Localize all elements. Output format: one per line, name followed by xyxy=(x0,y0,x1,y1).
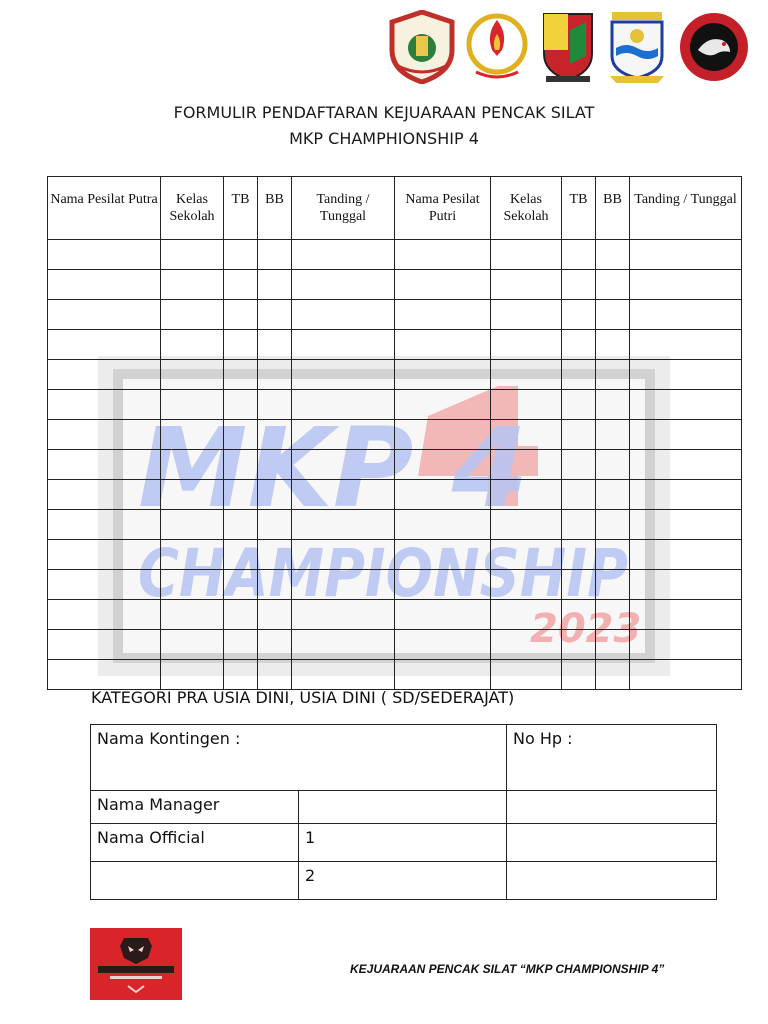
official-row-2 xyxy=(91,862,717,900)
official-2-field[interactable] xyxy=(299,862,507,900)
entry-cell[interactable] xyxy=(630,450,742,480)
entry-cell[interactable] xyxy=(292,660,395,690)
form-title xyxy=(0,100,768,152)
entry-cell[interactable] xyxy=(224,240,258,270)
entry-cell[interactable] xyxy=(161,540,224,570)
ipsi-logo-icon xyxy=(388,10,456,84)
entry-cell[interactable] xyxy=(224,540,258,570)
entry-cell[interactable] xyxy=(630,660,742,690)
entry-cell[interactable] xyxy=(596,570,630,600)
entry-cell[interactable] xyxy=(292,240,395,270)
entry-cell[interactable] xyxy=(491,270,562,300)
entry-cell[interactable] xyxy=(224,270,258,300)
entry-cell[interactable] xyxy=(161,480,224,510)
entry-cell[interactable] xyxy=(292,540,395,570)
entry-cell[interactable] xyxy=(48,600,161,630)
entry-cell[interactable] xyxy=(630,390,742,420)
entry-cell[interactable] xyxy=(292,300,395,330)
entry-cell[interactable] xyxy=(224,570,258,600)
entry-cell[interactable] xyxy=(161,270,224,300)
table-row xyxy=(48,270,742,300)
entry-cell[interactable] xyxy=(224,660,258,690)
col-tanding-putri: Tanding / Tunggal xyxy=(630,177,742,240)
hp-label: No Hp : xyxy=(513,729,573,748)
entry-cell[interactable] xyxy=(596,300,630,330)
table-row xyxy=(48,660,742,690)
entry-cell[interactable] xyxy=(491,630,562,660)
entry-cell[interactable] xyxy=(596,360,630,390)
entry-cell[interactable] xyxy=(258,630,292,660)
table-row xyxy=(48,480,742,510)
table-row xyxy=(48,330,742,360)
entry-cell[interactable] xyxy=(258,660,292,690)
entry-cell[interactable] xyxy=(596,270,630,300)
watermark-year: 2023 xyxy=(530,606,642,652)
entry-header-row xyxy=(48,177,742,240)
entry-cell[interactable] xyxy=(491,450,562,480)
entry-cell[interactable] xyxy=(630,240,742,270)
entry-cell[interactable] xyxy=(224,420,258,450)
entry-cell[interactable] xyxy=(48,390,161,420)
table-row xyxy=(48,600,742,630)
entry-cell[interactable] xyxy=(395,420,491,450)
hp-field[interactable] xyxy=(507,725,717,791)
col-bb-putri: BB xyxy=(596,177,630,240)
official-1-extra-field[interactable] xyxy=(507,824,717,862)
entry-cell[interactable] xyxy=(596,330,630,360)
entry-cell[interactable] xyxy=(395,630,491,660)
entry-cell[interactable] xyxy=(48,270,161,300)
col-tb-putra: TB xyxy=(224,177,258,240)
title-line1: FORMULIR PENDAFTARAN KEJUARAAN PENCAK SILAT xyxy=(173,103,595,122)
entry-cell[interactable] xyxy=(292,630,395,660)
entry-cell[interactable] xyxy=(161,240,224,270)
entry-cell[interactable] xyxy=(630,420,742,450)
entry-cell[interactable] xyxy=(491,330,562,360)
entry-cell[interactable] xyxy=(395,540,491,570)
footer-text: KEJUARAAN PENCAK SILAT “MKP CHAMPIONSHIP 4” xyxy=(350,962,665,976)
contingent-info-table xyxy=(90,724,717,900)
entry-cell[interactable] xyxy=(292,510,395,540)
entry-cell[interactable] xyxy=(395,360,491,390)
official-2-extra-field[interactable] xyxy=(507,862,717,900)
entry-cell[interactable] xyxy=(491,600,562,630)
watermark-line2: CHAMPIONSHIP xyxy=(138,535,628,612)
entry-cell[interactable] xyxy=(596,600,630,630)
entry-cell[interactable] xyxy=(395,240,491,270)
entry-cell[interactable] xyxy=(48,630,161,660)
official-empty-cell xyxy=(91,862,299,900)
entry-cell[interactable] xyxy=(258,540,292,570)
entry-cell[interactable] xyxy=(596,420,630,450)
entry-cell[interactable] xyxy=(562,270,596,300)
entry-cell[interactable] xyxy=(562,630,596,660)
entry-cell[interactable] xyxy=(491,390,562,420)
entry-cell[interactable] xyxy=(395,300,491,330)
manager-extra-field[interactable] xyxy=(507,791,717,824)
official-2-number: 2 xyxy=(305,866,316,885)
entry-cell[interactable] xyxy=(258,240,292,270)
entry-cell[interactable] xyxy=(630,630,742,660)
entry-cell[interactable] xyxy=(491,480,562,510)
entry-cell[interactable] xyxy=(48,240,161,270)
perguruan-logo-icon xyxy=(678,10,750,84)
entry-cell[interactable] xyxy=(562,420,596,450)
table-row xyxy=(48,570,742,600)
entry-cell[interactable] xyxy=(630,360,742,390)
entry-cell[interactable] xyxy=(161,360,224,390)
entry-cell[interactable] xyxy=(292,600,395,630)
entry-cell[interactable] xyxy=(630,570,742,600)
entry-cell[interactable] xyxy=(258,570,292,600)
entry-cell[interactable] xyxy=(224,330,258,360)
table-row xyxy=(48,360,742,390)
city-logo-icon xyxy=(604,10,670,84)
entry-cell[interactable] xyxy=(596,660,630,690)
official-1-field[interactable] xyxy=(299,824,507,862)
entry-cell[interactable] xyxy=(491,570,562,600)
col-bb-putra: BB xyxy=(258,177,292,240)
entry-cell[interactable] xyxy=(258,600,292,630)
entry-cell[interactable] xyxy=(292,450,395,480)
manager-row xyxy=(91,791,717,824)
entry-cell[interactable] xyxy=(292,570,395,600)
entry-cell[interactable] xyxy=(596,540,630,570)
entry-cell[interactable] xyxy=(224,510,258,540)
entry-cell[interactable] xyxy=(161,660,224,690)
col-kelas-putra: Kelas Sekolah xyxy=(161,177,224,240)
col-tb-putri: TB xyxy=(562,177,596,240)
table-row xyxy=(48,390,742,420)
entry-cell[interactable] xyxy=(258,510,292,540)
entry-body xyxy=(48,240,742,690)
entry-cell[interactable] xyxy=(491,300,562,330)
entry-cell[interactable] xyxy=(395,570,491,600)
entry-cell[interactable] xyxy=(161,570,224,600)
entry-cell[interactable] xyxy=(48,570,161,600)
col-nama-putra: Nama Pesilat Putra xyxy=(48,177,161,240)
entry-cell[interactable] xyxy=(224,450,258,480)
entry-cell[interactable] xyxy=(224,600,258,630)
entry-cell[interactable] xyxy=(292,270,395,300)
entry-cell[interactable] xyxy=(258,300,292,330)
entry-cell[interactable] xyxy=(224,360,258,390)
table-row xyxy=(48,420,742,450)
table-row xyxy=(48,540,742,570)
entry-cell[interactable] xyxy=(562,480,596,510)
manager-value-field[interactable] xyxy=(299,791,507,824)
entry-cell[interactable] xyxy=(395,660,491,690)
entry-cell[interactable] xyxy=(48,420,161,450)
entry-cell[interactable] xyxy=(562,510,596,540)
entry-cell[interactable] xyxy=(491,510,562,540)
entry-cell[interactable] xyxy=(562,390,596,420)
entry-cell[interactable] xyxy=(224,300,258,330)
kontingen-field[interactable] xyxy=(91,725,507,791)
entry-cell[interactable] xyxy=(48,660,161,690)
col-tanding-putra: Tanding / Tunggal xyxy=(292,177,395,240)
entry-cell[interactable] xyxy=(224,390,258,420)
entry-cell[interactable] xyxy=(258,360,292,390)
entry-cell[interactable] xyxy=(395,450,491,480)
entry-cell[interactable] xyxy=(491,240,562,270)
entry-cell[interactable] xyxy=(48,450,161,480)
table-row xyxy=(48,630,742,660)
official-row-1 xyxy=(91,824,717,862)
entry-table xyxy=(47,176,742,690)
entry-cell[interactable] xyxy=(224,630,258,660)
entry-cell[interactable] xyxy=(395,390,491,420)
table-row xyxy=(48,510,742,540)
entry-cell[interactable] xyxy=(395,510,491,540)
entry-cell[interactable] xyxy=(48,300,161,330)
entry-cell[interactable] xyxy=(48,360,161,390)
entry-cell[interactable] xyxy=(630,480,742,510)
entry-cell[interactable] xyxy=(161,450,224,480)
entry-cell[interactable] xyxy=(395,330,491,360)
entry-cell[interactable] xyxy=(258,330,292,360)
entry-cell[interactable] xyxy=(161,300,224,330)
entry-cell[interactable] xyxy=(562,450,596,480)
entry-cell[interactable] xyxy=(161,420,224,450)
entry-cell[interactable] xyxy=(161,630,224,660)
kontingen-row xyxy=(91,725,717,791)
table-row xyxy=(48,450,742,480)
manager-label: Nama Manager xyxy=(91,791,299,824)
entry-cell[interactable] xyxy=(161,330,224,360)
entry-cell[interactable] xyxy=(630,540,742,570)
entry-cell[interactable] xyxy=(630,270,742,300)
entry-cell[interactable] xyxy=(292,420,395,450)
col-nama-putri: Nama Pesilat Putri xyxy=(395,177,491,240)
entry-cell[interactable] xyxy=(562,660,596,690)
entry-cell[interactable] xyxy=(491,360,562,390)
entry-cell[interactable] xyxy=(596,480,630,510)
entry-cell[interactable] xyxy=(395,270,491,300)
entry-cell[interactable] xyxy=(630,600,742,630)
entry-cell[interactable] xyxy=(258,480,292,510)
entry-cell[interactable] xyxy=(491,660,562,690)
entry-cell[interactable] xyxy=(562,330,596,360)
blackpanther-logo-icon xyxy=(90,928,182,1000)
entry-cell[interactable] xyxy=(292,360,395,390)
official-label: Nama Official xyxy=(91,824,299,862)
entry-cell[interactable] xyxy=(395,600,491,630)
entry-cell[interactable] xyxy=(48,480,161,510)
entry-cell[interactable] xyxy=(596,390,630,420)
entry-cell[interactable] xyxy=(596,240,630,270)
entry-cell[interactable] xyxy=(630,300,742,330)
entry-cell[interactable] xyxy=(596,510,630,540)
header-logos xyxy=(384,10,754,86)
entry-cell[interactable] xyxy=(562,540,596,570)
entry-cell[interactable] xyxy=(292,390,395,420)
entry-cell[interactable] xyxy=(48,510,161,540)
col-kelas-putri: Kelas Sekolah xyxy=(491,177,562,240)
category-label: KATEGORI PRA USIA DINI, USIA DINI ( SD/SEDERAJAT) xyxy=(91,688,515,707)
entry-cell[interactable] xyxy=(161,390,224,420)
entry-cell[interactable] xyxy=(562,240,596,270)
entry-cell[interactable] xyxy=(48,540,161,570)
entry-cell[interactable] xyxy=(258,420,292,450)
entry-cell[interactable] xyxy=(630,330,742,360)
kontingen-label: Nama Kontingen : xyxy=(97,729,241,748)
table-row xyxy=(48,300,742,330)
watermark-line1: MKP 4 xyxy=(138,404,529,532)
entry-cell[interactable] xyxy=(562,570,596,600)
regency-shield-icon xyxy=(540,10,596,84)
entry-cell[interactable] xyxy=(258,390,292,420)
entry-cell[interactable] xyxy=(161,600,224,630)
entry-cell[interactable] xyxy=(596,630,630,660)
entry-cell[interactable] xyxy=(48,330,161,360)
table-row xyxy=(48,240,742,270)
entry-cell[interactable] xyxy=(395,480,491,510)
entry-cell[interactable] xyxy=(630,510,742,540)
entry-cell[interactable] xyxy=(562,360,596,390)
entry-cell[interactable] xyxy=(224,480,258,510)
title-line2: MKP CHAMPHIONSHIP 4 xyxy=(289,129,479,148)
entry-cell[interactable] xyxy=(292,480,395,510)
entry-cell[interactable] xyxy=(292,330,395,360)
entry-cell[interactable] xyxy=(161,510,224,540)
entry-cell[interactable] xyxy=(491,540,562,570)
entry-cell[interactable] xyxy=(258,450,292,480)
entry-cell[interactable] xyxy=(491,420,562,450)
entry-cell[interactable] xyxy=(258,270,292,300)
entry-cell[interactable] xyxy=(562,600,596,630)
entry-cell[interactable] xyxy=(596,450,630,480)
entry-cell[interactable] xyxy=(562,300,596,330)
official-1-number: 1 xyxy=(305,828,316,847)
koni-logo-icon xyxy=(464,10,530,84)
